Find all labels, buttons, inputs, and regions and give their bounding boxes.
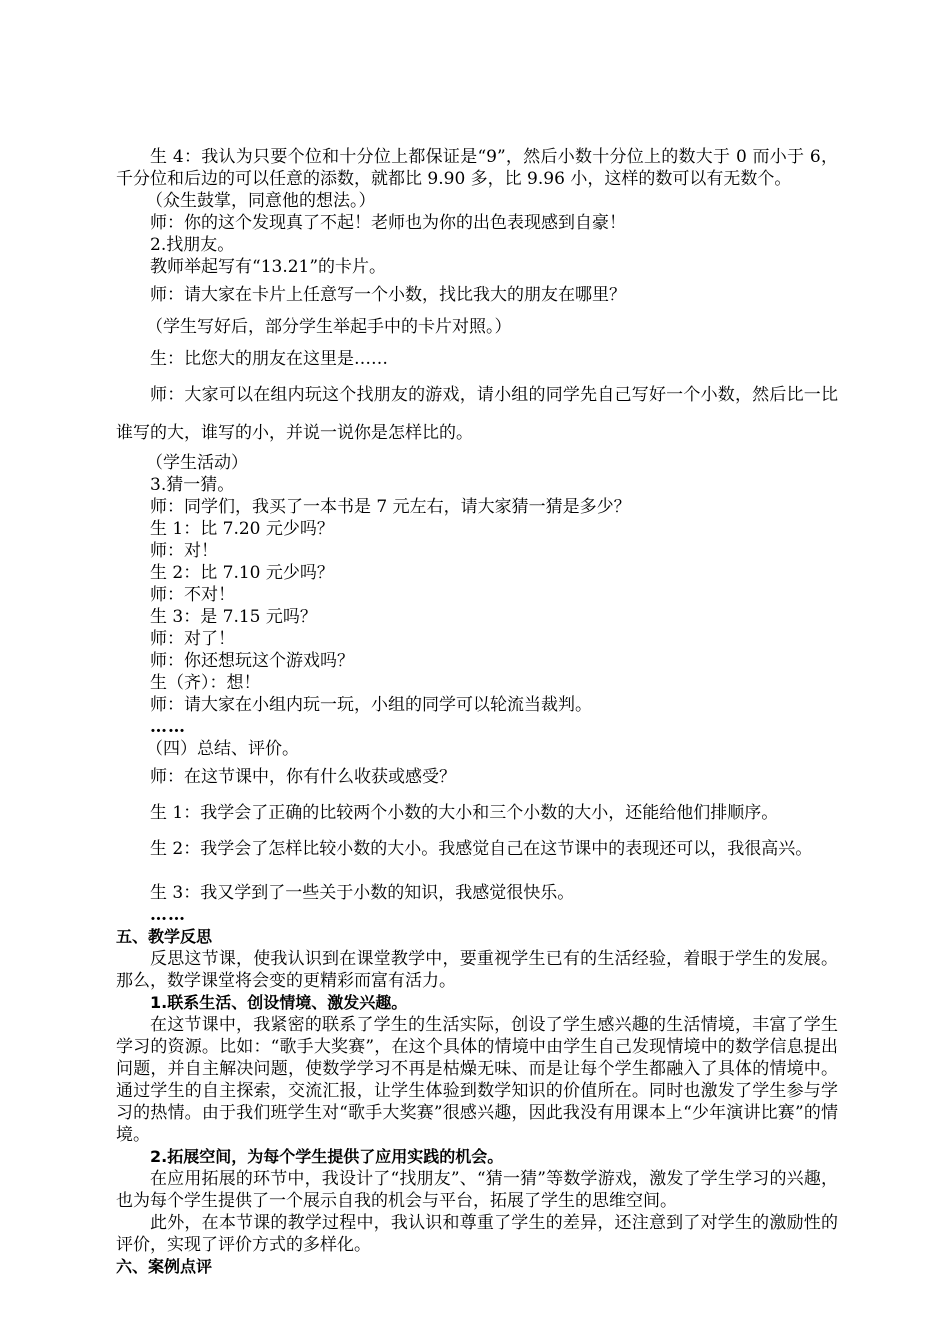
dialogue-student-activity: （学生活动） [146, 453, 248, 473]
ellipsis-2: …… [150, 905, 186, 925]
dialogue-answer-3: 师：对了！ [150, 629, 235, 649]
dialogue-teacher-praise: 师：你的这个发现真了不起！老师也为你的出色表现感到自豪！ [150, 213, 626, 233]
dialogue-students-together: 生（齐）：想！ [150, 673, 261, 693]
activity-guess-title: 3.猜一猜。 [150, 475, 235, 495]
dialogue-teacher-instruction: 师：请大家在卡片上任意写一个小数，找比我大的朋友在哪里？ [150, 285, 626, 305]
reflection-paragraph-2: 在应用拓展的环节中，我设计了“找朋友”、“猜一猜”等数学游戏，激发了学生学习的兴趣，也为每个学生提供了一个展示自我的机会与平台，拓展了学生的思维空间。 [116, 1169, 838, 1211]
dialogue-students-compare: （学生写好后，部分学生举起手中的卡片对照。） [146, 317, 512, 337]
dialogue-teacher-card: 教师举起写有“13.21”的卡片。 [150, 257, 387, 277]
dialogue-teacher-referee: 师：请大家在小组内玩一玩，小组的同学可以轮流当裁判。 [150, 695, 592, 715]
dialogue-guess-2: 生 2：比 7.10 元少吗？ [150, 563, 334, 583]
reflection-subheading-1: 1.联系生活、创设情境、激发兴趣。 [150, 993, 408, 1012]
dialogue-teacher-book: 师：同学们，我买了一本书是 7 元左右，请大家猜一猜是多少？ [150, 497, 631, 517]
summary-section-title: （四）总结、评价。 [146, 739, 299, 759]
dialogue-answer-2: 师：不对！ [150, 585, 235, 605]
dialogue-applause: （众生鼓掌，同意他的想法。） [146, 191, 376, 211]
dialogue-guess-3: 生 3：是 7.15 元吗？ [150, 607, 317, 627]
reflection-subheading-2: 2.拓展空间，为每个学生提供了应用实践的机会。 [150, 1147, 504, 1166]
dialogue-reflection-1: 生 1：我学会了正确的比较两个小数的大小和三个小数的大小，还能给他们排顺序。 [150, 803, 779, 823]
dialogue-student-reply: 生：比您大的朋友在这里是…… [150, 349, 388, 369]
document-page [116, 146, 838, 1278]
activity-find-friend-title: 2.找朋友。 [150, 235, 235, 255]
reflection-intro: 反思这节课，使我认识到在课堂教学中，要重视学生已有的生活经验，着眼于学生的发展。那么，数学课堂将会变的更精彩而富有活力。 [116, 949, 838, 991]
dialogue-teacher-group-game: 师：大家可以在组内玩这个找朋友的游戏，请小组的同学先自己写好一个小数，然后比一比谁写的大，谁写的小，并说一说你是怎样比的。 [116, 385, 838, 443]
dialogue-teacher-again: 师：你还想玩这个游戏吗？ [150, 651, 354, 671]
ellipsis-1: …… [150, 717, 186, 737]
dialogue-reflection-2: 生 2：我学会了怎样比较小数的大小。我感觉自己在这节课中的表现还可以，我很高兴。 [150, 839, 813, 859]
reflection-paragraph-1: 在这节课中，我紧密的联系了学生的生活实际，创设了学生感兴趣的生活情境，丰富了学生学习的资源。比如：“歌手大奖赛”，在这个具体的情境中由学生自己发现情境中的数学信息提出问题，并自主解决问题，使数学学习不再是枯燥无味、而是让每个学生都融入了具体的情境中。通过学生的自主探索，交流汇报，让学生体验到数学知识的价值所在。同时也激发了学生参与学习的热情。由于我们班学生对“歌手大奖赛”很感兴趣，因此我没有用课本上“少年演讲比赛”的情境。 [116, 1015, 838, 1145]
section-heading-reflection: 五、教学反思 [116, 927, 213, 946]
dialogue-answer-1: 师：对！ [150, 541, 218, 561]
reflection-paragraph-3: 此外，在本节课的教学过程中，我认识和尊重了学生的差异，还注意到了对学生的激励性的评价，实现了评价方式的多样化。 [116, 1213, 838, 1255]
dialogue-reflection-3: 生 3：我又学到了一些关于小数的知识，我感觉很快乐。 [150, 883, 575, 903]
section-heading-case-review: 六、案例点评 [116, 1257, 213, 1276]
dialogue-student4: 生 4：我认为只要个位和十分位上都保证是“9”，然后小数十分位上的数大于 0 而小于 6，千分位和后边的可以任意的添数，就都比 9.90 多，比 9.96 小，这样的数可以有无数个。 [116, 147, 838, 189]
dialogue-guess-1: 生 1：比 7.20 元少吗？ [150, 519, 334, 539]
dialogue-teacher-question: 师：在这节课中，你有什么收获或感受？ [150, 767, 456, 787]
